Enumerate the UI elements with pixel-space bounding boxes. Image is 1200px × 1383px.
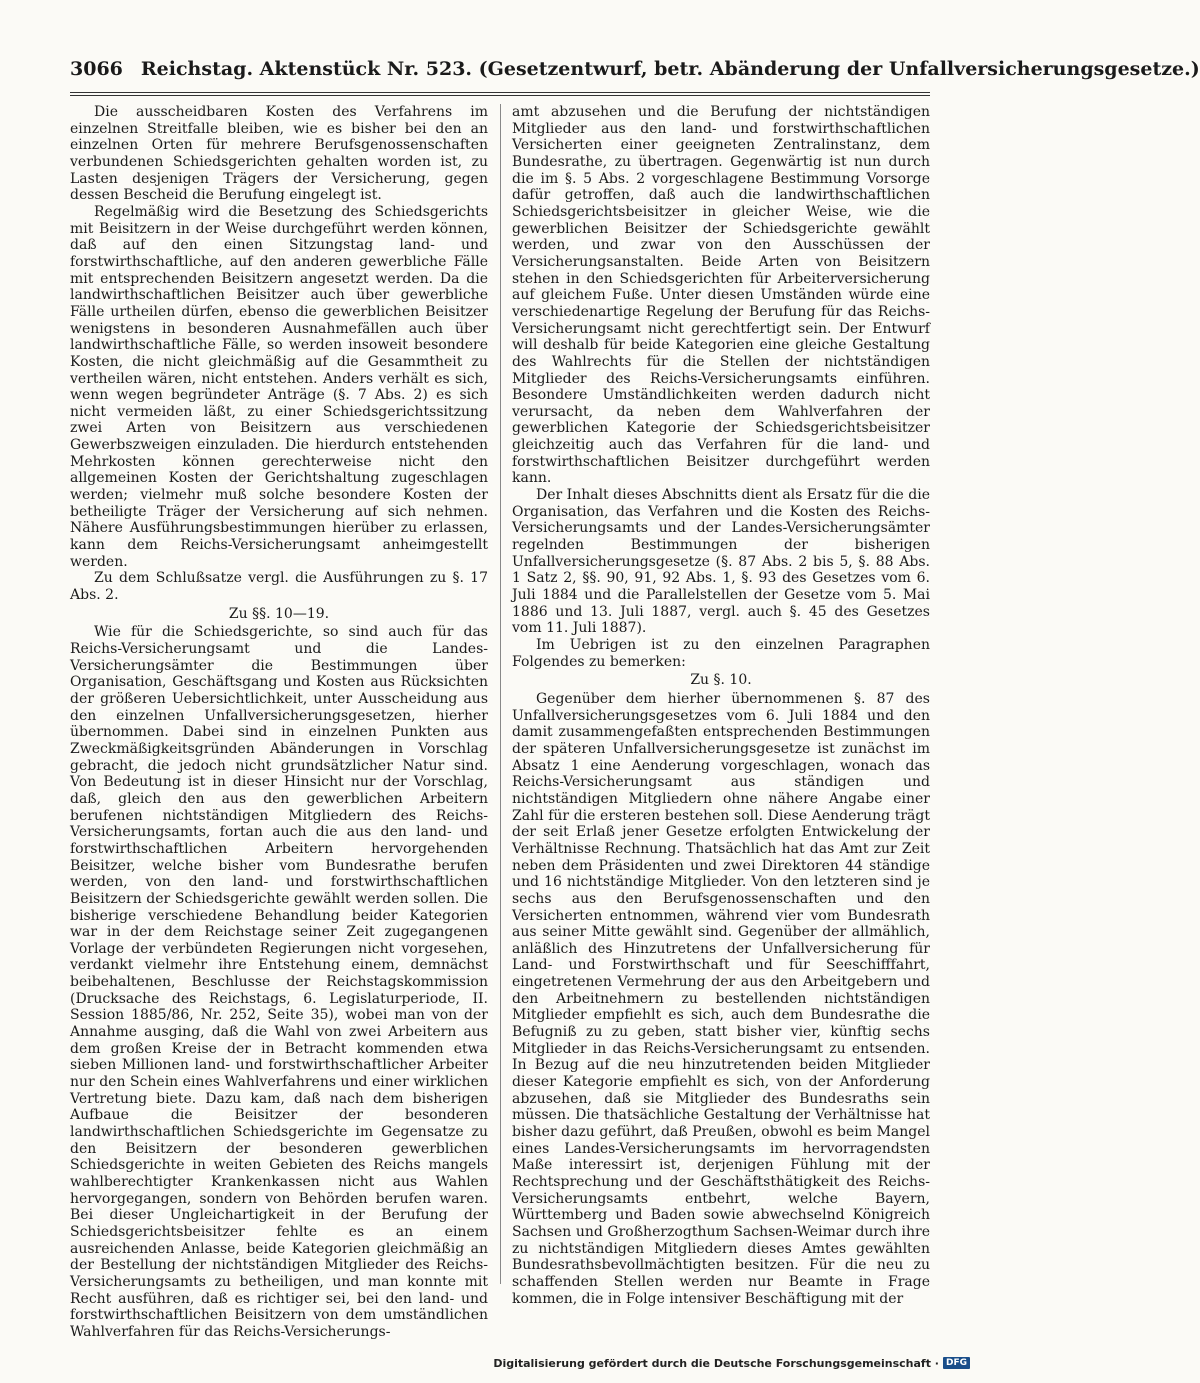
section-heading: Zu §§. 10—19. <box>228 605 330 622</box>
paragraph: Gegenüber dem hierher übernommenen §. 87 des Unfallversicherungsgesetzes vom 6. Juli 1884 und den damit zusammengefaßten entsprechenden Bestimmungen der späteren Unfallversicherungsgesetze ist zunächst im Absatz 1 eine Aenderung vorgeschlagen, wonach das Reichs-Versicherungsamt aus ständigen und nichtständigen Mitgliedern ohne nähere Angabe einer Zahl für die ersteren bestehen soll. Diese Aenderung trägt der seit Erlaß jener Gesetze erfolgten Entwickelung der Verhältnisse Rechnung. Thatsächlich hat das Amt zur Zeit neben dem Präsidenten und zwei Direktoren 44 ständige und 16 nichtständige Mitglieder. Von den letzteren sind je sechs aus den Berufsgenossenschaften und den Versicherten entnommen, während vier vom Bundesrath aus seiner Mitte gewählt sind. Gegenüber der allmählich, anläßlich des Hinzutretens der Unfallversicherung für Land- und Forstwirthschaft und für Seeschifffahrt, eingetretenen Vermehrung der aus den Arbeitgebern und den Arbeitnehmern zu bestellenden nichtständigen Mitglieder empfiehlt es sich, auch dem Bundesrathe die Befugniß zu zu geben, statt bisher vier, künftig sechs Mitglieder in das Reichs-Versicherungsamt zu entsenden. In Bezug auf die neu hinzutretenden beiden Mitglieder dieser Kategorie empfiehlt es sich, von der Anforderung abzusehen, daß sie Mitglieder des Bundesraths sein müssen. Die thatsächliche Gestaltung der Verhältnisse hat bisher dazu geführt, daß Preußen, obwohl es beim Mangel eines Landes-Versicherungsamts im hervorragendsten Maße interessirt ist, derjenigen Fühlung mit der Rechtsprechung und der Geschäftsthätigkeit des Reichs-Versicherungsamts entbehrt, welche Bayern, Württemberg und Baden sowie abwechselnd Königreich Sachsen und Großherzogthum Sachsen-Weimar durch ihre zu nichtständigen Mitgliedern dieses Amtes gewählten Bundesrathsbevollmächtigten besitzen. Für die neu zu schaffenden Stellen werden nur Beamte in Frage kommen, die in Folge intensiver Beschäftigung mit der <box>512 690 930 1307</box>
footer-credit <box>493 1355 970 1371</box>
paragraph: Zu dem Schlußsatze vergl. die Ausführungen zu §. 17 Abs. 2. <box>70 570 488 604</box>
paragraph: Wie für die Schiedsgerichte, so sind auch für das Reichs-Versicherungsamt und die Landes-Versicherungsämter die Bestimmungen über Organisation, Geschäftsgang und Kosten aus Rücksichten der größeren Uebersichtlichkeit, unter Ausscheidung aus den einzelnen Unfallversicherungsgesetzen, hierher übernommen. Dabei sind in einzelnen Punkten aus Zweckmäßigkeitsgründen Abänderungen in Vorschlag gebracht, die jedoch nicht grundsätzlicher Natur sind. Von Bedeutung ist in dieser Hinsicht nur der Vorschlag, daß, gleich den aus den gewerblichen Arbeitern berufenen nichtständigen Mitgliedern des Reichs-Versicherungsamts, fortan auch die aus den land- und forstwirthschaftlichen Arbeitern hervorgehenden Beisitzer, welche bisher vom Bundesrathe berufen werden, von den land- und forstwirthschaftlichen Beisitzern der Schiedsgerichte gewählt werden sollen. Die bisherige verschiedene Behandlung beider Kategorien war in der dem Reichstage seiner Zeit zugegangenen Vorlage der verbündeten Regierungen nicht vorgesehen, verdankt vielmehr ihre Entstehung einem, demnächst beibehaltenen, Beschlusse der Reichstagskommission (Drucksache des Reichstags, 6. Legislaturperiode, II. Session 1885/86, Nr. 252, Seite 35), wobei man von der Annahme ausging, daß die Wahl von zwei Arbeitern aus dem großen Kreise der in Betracht kommenden etwa sieben Millionen land- und forstwirthschaftlicher Arbeiter nur den Schein eines Wahlverfahrens und einer wirklichen Vertretung biete. Dazu kam, daß nach dem bisherigen Aufbaue die Beisitzer der besonderen landwirthschaftlichen Schiedsgerichte im Gegensatze zu den Beisitzern der besonderen gewerblichen Schiedsgerichte in weiten Gebieten des Reichs mangels wahlberechtigter Krankenkassen nicht aus Wahlen hervorgegangen, sondern von Behörden berufen waren. Bei dieser Ungleichartigkeit in der Berufung der Schiedsgerichtsbeisitzer fehlte es an einem ausreichenden Anlasse, beide Kategorien gleichmäßig an der Bestellung der nichtständigen Mitglieder des Reichs-Versicherungsamts zu betheiligen, und man konnte mit Recht ausführen, daß es richtiger sei, bei den land- und forstwirthschaftlichen Beisitzern von dem umständlichen Wahlverfahren für das Reichs-Versicherungs- <box>70 624 488 1340</box>
dfg-logo-icon: DFG <box>943 1357 970 1369</box>
page-number: 3066 <box>70 58 123 80</box>
section-heading: Zu §. 10. <box>690 672 752 689</box>
column-divider <box>500 104 501 1284</box>
paragraph: Im Uebrigen ist zu den einzelnen Paragraphen Folgendes zu bemerken: <box>512 637 930 670</box>
right-column <box>512 104 930 1307</box>
page-title: Reichstag. Aktenstück Nr. 523. (Gesetzentwurf, betr. Abänderung der Unfallversicherungsgesetze.) <box>140 58 1200 80</box>
left-column <box>70 104 488 1340</box>
paragraph: Regelmäßig wird die Besetzung des Schiedsgerichts mit Beisitzern in der Weise durchgeführt werden können, daß auf den einen Sitzungstag land- und forstwirthschaftliche, auf den anderen gewerbliche Fälle mit entsprechenden Beisitzern angesetzt werden. Da die landwirthschaftlichen Beisitzer auch über gewerbliche Fälle urtheilen dürfen, ebenso die gewerblichen Beisitzer wenigstens in besonderen Ausnahmefällen auch über landwirthschaftliche Fälle, so werden insoweit besondere Kosten, die nicht gleichmäßig auf die Gesammtheit zu vertheilen wären, nicht entstehen. Anders verhält es sich, wenn wegen begründeter Anträge (§. 7 Abs. 2) es sich nicht vermeiden läßt, zu einer Schiedsgerichtssitzung zwei Arten von Beisitzern aus verschiedenen Gewerbszweigen einzuladen. Die hierdurch entstehenden Mehrkosten können gerechterweise nicht den allgemeinen Kosten der Gerichtshaltung zugeschlagen werden; vielmehr muß solche besondere Kosten der betheiligte Träger der Versicherung auf sich nehmen. Nähere Ausführungsbestimmungen hierüber zu erlassen, kann dem Reichs-Versicherungsamt anheimgestellt werden. <box>70 203 488 570</box>
header-rule <box>70 92 930 93</box>
paragraph: Die ausscheidbaren Kosten des Verfahrens im einzelnen Streitfalle bleiben, wie es bisher bei den an einzelnen Orten für mehrere Berufsgenossenschaften verbundenen Schiedsgerichten gehalten worden ist, zu Lasten desjenigen Trägers der Versicherung, gegen dessen Bescheid die Berufung eingelegt ist. <box>70 104 488 204</box>
footer-text: Digitalisierung gefördert durch die Deutsche Forschungsgemeinschaft · <box>493 1356 939 1370</box>
header-rule-secondary <box>70 95 930 96</box>
paragraph: amt abzusehen und die Berufung der nichtständigen Mitglieder aus den land- und forstwirthschaftlichen Versicherten einer geeigneten Zentralinstanz, dem Bundesrathe, zu übertragen. Gegenwärtig ist nun durch die im §. 5 Abs. 2 vorgeschlagene Bestimmung Vorsorge dafür getroffen, daß auch die landwirthschaftlichen Schiedsgerichtsbeisitzer in gleicher Weise, wie die gewerblichen Beisitzer der Schiedsgerichte gewählt werden, und zwar von den Ausschüssen der Versicherungsanstalten. Beide Arten von Beisitzern stehen in den Schiedsgerichten für Arbeiterversicherung auf gleichem Fuße. Unter diesen Umständen würde eine verschiedenartige Regelung der Berufung für das Reichs-Versicherungsamt nicht gerechtfertigt sein. Der Entwurf will deshalb für beide Kategorien eine gleiche Gestaltung des Wahlrechts für die Stellen der nichtständigen Mitglieder des Reichs-Versicherungsamts einführen. Besondere Umständlichkeiten werden dadurch nicht verursacht, da neben dem Wahlverfahren der gewerblichen Kategorie der Schiedsgerichtsbeisitzer gleichzeitig auch das Verfahren für die land- und forstwirthschaftlichen Beisitzer durchgeführt werden kann. <box>512 104 930 487</box>
paragraph: Der Inhalt dieses Abschnitts dient als Ersatz für die die Organisation, das Verfahren und die Kosten des Reichs-Versicherungsamts und der Landes-Versicherungsämter regelnden Bestimmungen der bisherigen Unfallversicherungsgesetze (§. 87 Abs. 2 bis 5, §. 88 Abs. 1 Satz 2, §§. 90, 91, 92 Abs. 1, §. 93 des Gesetzes vom 6. Juli 1884 und die Parallelstellen der Gesetze vom 5. Mai 1886 und 13. Juli 1887, vergl. auch §. 45 des Gesetzes vom 11. Juli 1887). <box>512 487 930 637</box>
page-header <box>70 58 1200 88</box>
